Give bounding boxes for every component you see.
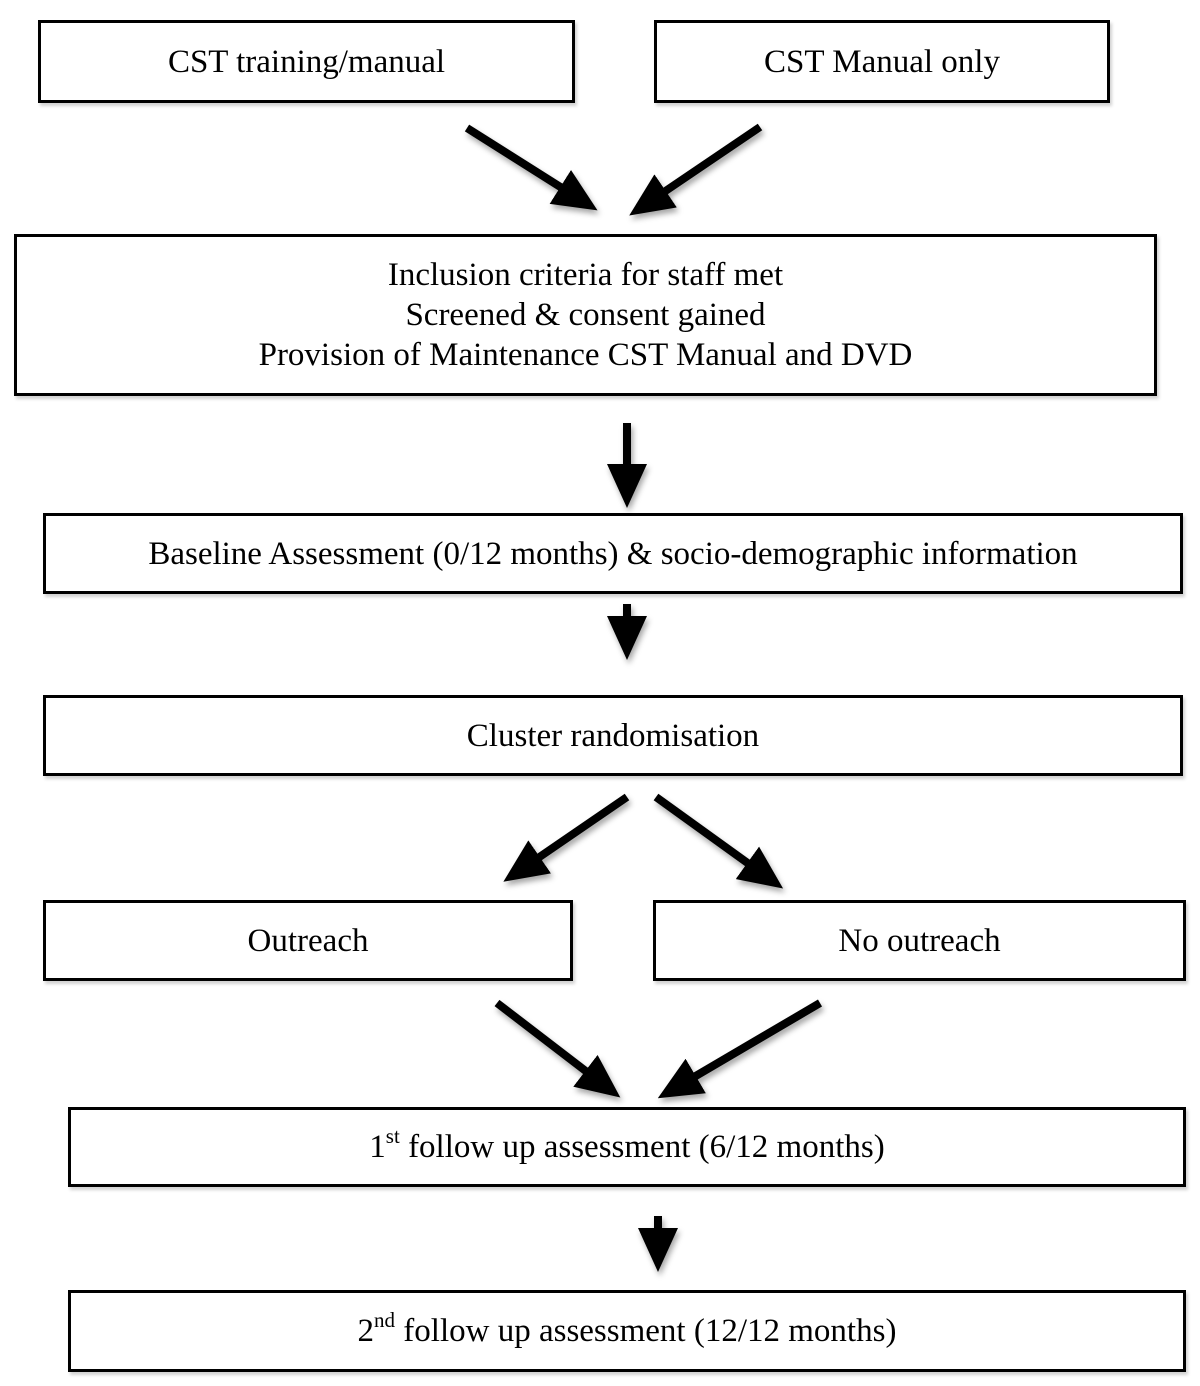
followup1-number: 1 <box>369 1129 386 1165</box>
arrow-outreach-to-followup1 <box>497 1003 587 1072</box>
node-first-followup <box>68 1107 1186 1187</box>
followup2-number: 2 <box>357 1313 375 1349</box>
node-label-line3: Provision of Maintenance CST Manual and DVD <box>258 337 913 373</box>
followup1-ordinal: st <box>385 1124 400 1148</box>
node-label <box>369 1124 885 1167</box>
node-cst-training-manual <box>38 20 575 103</box>
arrow-no-outreach-to-followup1 <box>694 1003 820 1077</box>
node-label <box>357 1308 897 1351</box>
node-no-outreach <box>653 900 1186 981</box>
node-outreach <box>43 900 573 981</box>
node-inclusion-criteria <box>14 234 1157 396</box>
node-label-line2: Screened & consent gained <box>405 297 766 333</box>
node-label-line1: Inclusion criteria for staff met <box>387 257 784 293</box>
arrow-cluster-to-no-outreach <box>656 797 749 864</box>
node-label: No outreach <box>838 922 1001 959</box>
followup2-ordinal: nd <box>374 1308 396 1332</box>
node-second-followup <box>68 1290 1186 1372</box>
arrow-cst-manual-to-inclusion <box>664 127 760 192</box>
node-label: CST Manual only <box>764 43 1000 80</box>
arrow-cluster-to-outreach <box>538 797 627 858</box>
node-label: Baseline Assessment (0/12 months) & socio-demographic information <box>148 535 1078 572</box>
followup2-text: follow up assessment (12/12 months) <box>395 1313 897 1349</box>
node-label: Cluster randomisation <box>466 717 760 754</box>
node-label: Outreach <box>247 922 369 959</box>
node-baseline-assessment <box>43 513 1183 594</box>
followup1-text: follow up assessment (6/12 months) <box>399 1129 885 1165</box>
arrow-cst-training-to-inclusion <box>467 128 562 188</box>
node-cst-manual-only <box>654 20 1110 103</box>
node-label: CST training/manual <box>167 43 446 80</box>
node-cluster-randomisation <box>43 695 1183 776</box>
